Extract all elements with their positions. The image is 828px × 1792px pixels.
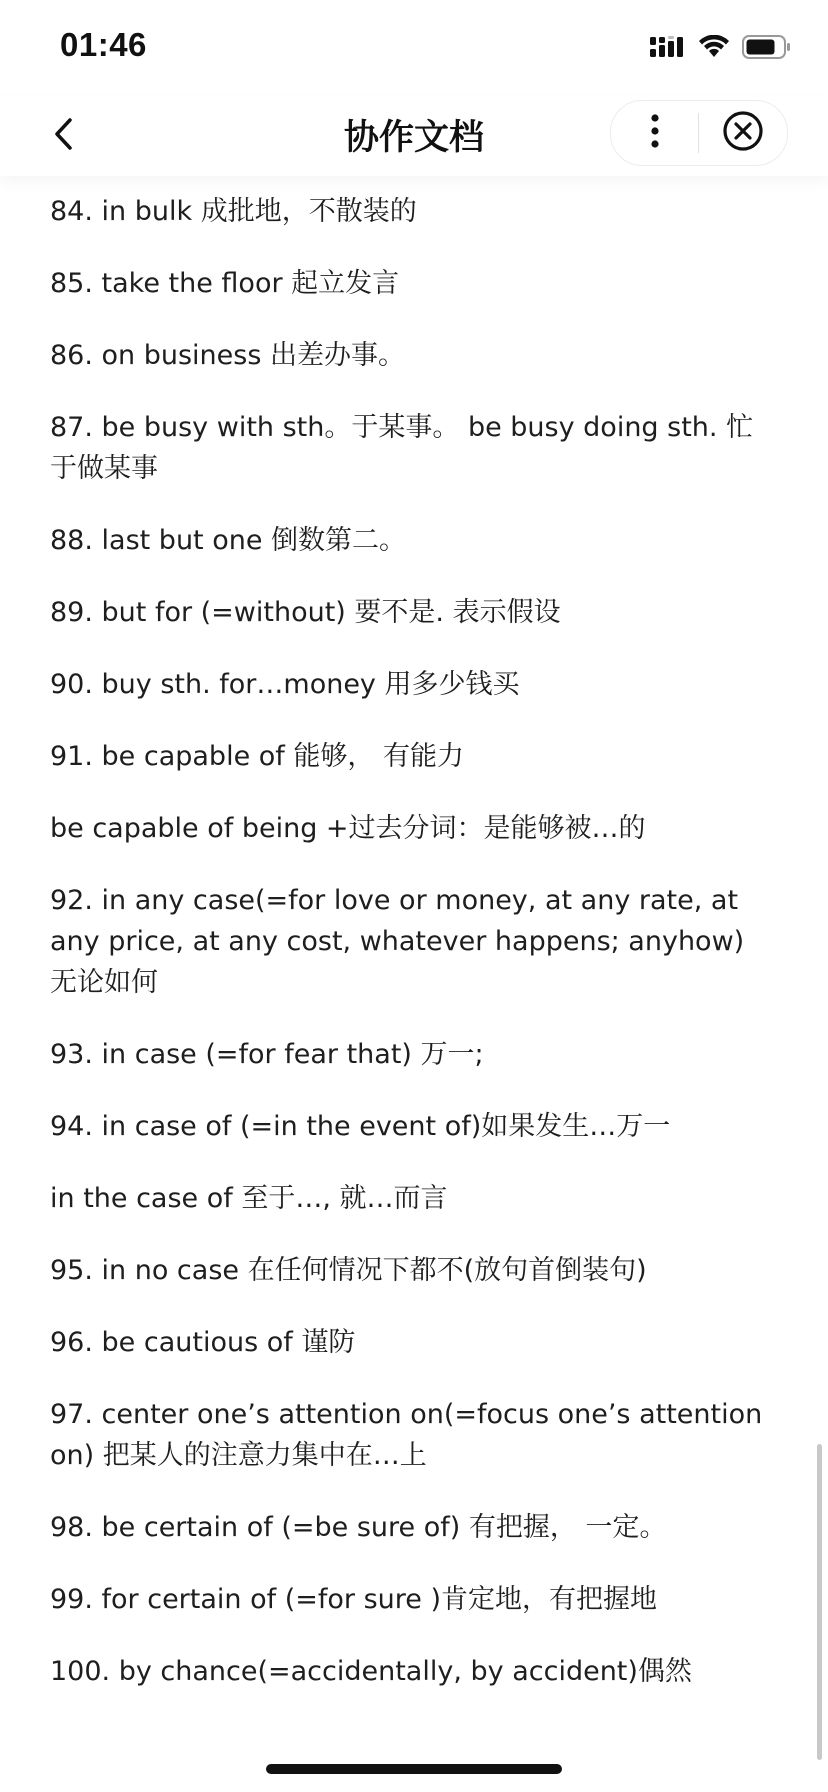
phrase-line: 100. by chance(=accidentally, by accident)偶然 xyxy=(50,1656,692,1687)
status-time: 01:46 xyxy=(60,26,147,63)
phrase-line: be capable of being +过去分词：是能够被…的 xyxy=(50,813,646,844)
phrase-line: 88. last but one 倒数第二。 xyxy=(50,525,407,556)
phrase-line: 86. on business 出差办事。 xyxy=(50,340,405,371)
phrase-line: 95. in no case 在任何情况下都不(放句首倒装句) xyxy=(50,1255,647,1286)
phrase-line: 93. in case (=for fear that) 万一; xyxy=(50,1039,484,1070)
battery-icon xyxy=(742,34,792,64)
phrase-line: 98. be certain of (=be sure of) 有把握， 一定。 xyxy=(50,1512,667,1543)
phrase-line: 92. in any case(=for love or money, at any rate, at any price, at any cost, whatever happens; anyhow)无论如何 xyxy=(50,885,745,998)
phrase-line: 97. center one’s attention on(=focus one’s attention on) 把某人的注意力集中在…上 xyxy=(50,1399,763,1471)
phrase-line: 96. be cautious of 谨防 xyxy=(50,1327,356,1358)
phrase-line: in the case of 至于…, 就…而言 xyxy=(50,1183,448,1214)
more-vertical-icon xyxy=(650,113,660,153)
document-content xyxy=(50,176,770,1723)
phrase-line: 84. in bulk 成批地，不散装的 xyxy=(50,196,417,227)
signal-icon xyxy=(650,35,686,63)
status-icons xyxy=(650,34,792,64)
nav-bar xyxy=(0,96,828,176)
more-button[interactable] xyxy=(611,101,698,165)
phrase-line: 99. for certain of (=for sure )肯定地，有把握地 xyxy=(50,1584,657,1615)
scrollbar[interactable] xyxy=(817,1444,822,1760)
status-bar xyxy=(0,0,828,96)
close-button[interactable] xyxy=(699,101,786,165)
page-title: 协作文档 xyxy=(343,118,484,158)
mini-program-capsule xyxy=(610,100,788,166)
wifi-icon xyxy=(698,35,730,63)
close-circle-icon xyxy=(722,110,764,156)
phrase-line: 90. buy sth. for…money 用多少钱买 xyxy=(50,669,520,700)
phrase-line: 89. but for (=without) 要不是. 表示假设 xyxy=(50,597,561,628)
phrase-line: 85. take the floor 起立发言 xyxy=(50,268,400,299)
phrase-line: 91. be capable of 能够， 有能力 xyxy=(50,741,464,772)
phrase-line: 87. be busy with sth。于某事。 be busy doing sth. 忙于做某事 xyxy=(50,412,754,484)
phrase-line: 94. in case of (=in the event of)如果发生…万一 xyxy=(50,1111,671,1142)
home-indicator[interactable] xyxy=(266,1764,562,1774)
